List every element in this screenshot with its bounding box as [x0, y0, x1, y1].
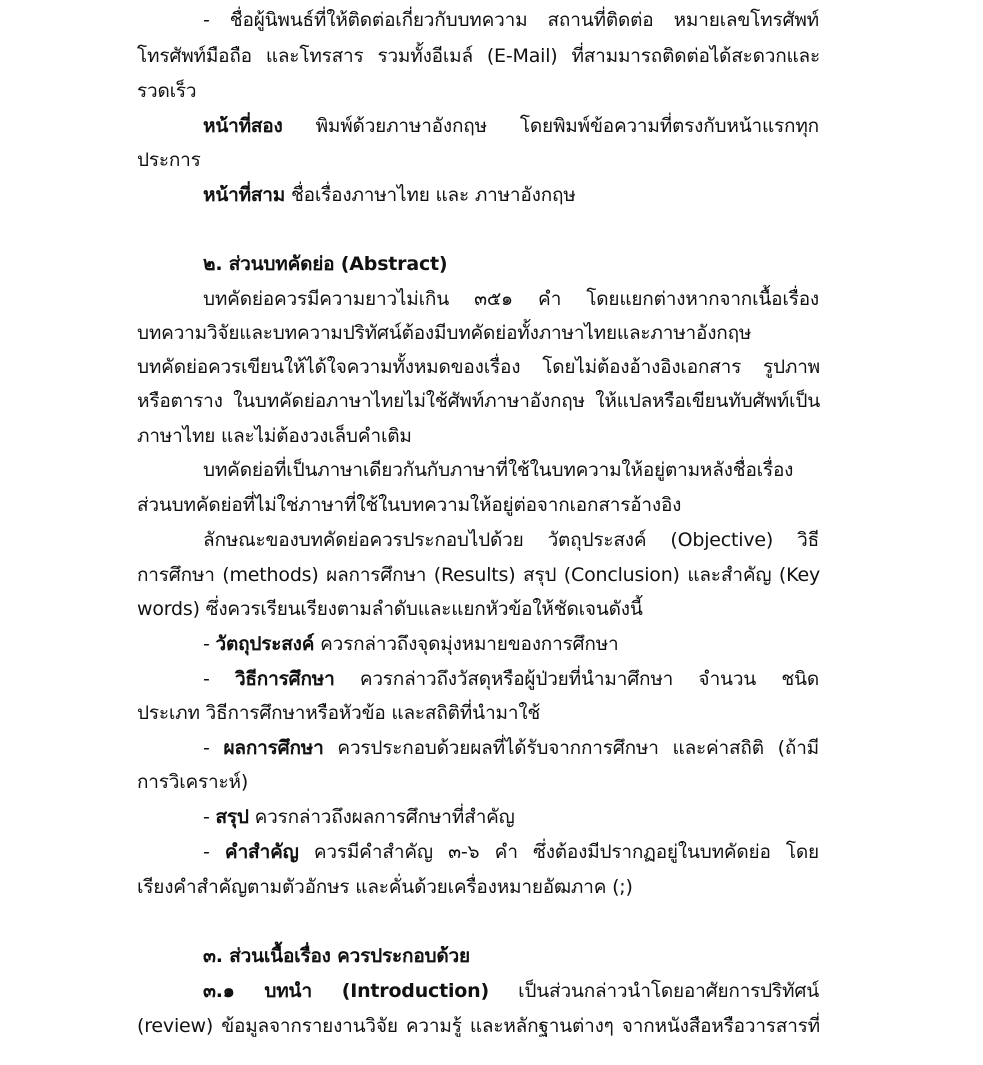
author-contact-line	[137, 79, 196, 103]
author-contact-line	[203, 8, 819, 32]
keywords-continuation: เรียงคำสำคัญตามตัวอักษร และคั่นด้วยเครื่องหมายอัฒภาค (;)	[137, 876, 633, 898]
objective-label: วัตถุประสงค์	[215, 633, 315, 655]
introduction-continuation: (review) ข้อมูลจากรายงานวิจัย ความรู้ และหลักฐานต่างๆ จากหนังสือหรือวารสารที่	[137, 1015, 820, 1037]
abstract-paragraph-line: ลักษณะของบทคัดย่อควรประกอบไปด้วย วัตถุประสงค์ (Objective) วิธี	[203, 529, 819, 551]
page-two-label: หน้าที่สอง	[203, 115, 283, 137]
page-three-text: ชื่อเรื่องภาษาไทย และ ภาษาอังกฤษ	[285, 184, 576, 206]
conclusion-label: สรุป	[215, 806, 249, 828]
abstract-paragraph-line: บทคัดย่อควรมีความยาวไม่เกิน ๓๕๑ คำ โดยแยกต่างหากจากเนื้อเรื่อง	[203, 288, 819, 310]
methods-text: ควรกล่าวถึงวัสดุหรือผู้ป่วยที่นำมาศึกษา จำนวน ชนิด	[334, 668, 819, 690]
abstract-paragraph-line: บทคัดย่อควรเขียนให้ได้ใจความทั้งหมดของเรื่อง โดยไม่ต้องอ้างอิงเอกสาร รูปภาพ	[137, 356, 820, 378]
results-label: ผลการศึกษา	[223, 737, 324, 759]
introduction-line	[203, 979, 819, 1003]
results-continuation: การวิเคราะห์)	[137, 771, 249, 793]
results-text: ควรประกอบด้วยผลที่ได้รับจากการศึกษา และค่าสถิติ (ถ้ามี	[323, 737, 819, 759]
abstract-heading: ๒. ส่วนบทคัดย่อ (Abstract)	[203, 253, 448, 275]
author-contact-text: - ชื่อผู้นิพนธ์ที่ให้ติดต่อเกี่ยวกับบทความ สถานที่ติดต่อ หมายเลขโทรศัพท์	[203, 9, 819, 31]
author-contact-line	[137, 44, 820, 68]
introduction-label: ๓.๑ บทนำ (Introduction)	[203, 980, 489, 1002]
page-three-label: หน้าที่สาม	[203, 184, 286, 206]
methods-label: วิธีการศึกษา	[234, 668, 335, 690]
page-three-line	[203, 183, 576, 207]
author-contact-text: โทรศัพท์มือถือ และโทรสาร รวมทั้งอีเมล์ (E-Mail) ที่สามมารถติดต่อได้สะดวกและ	[137, 45, 820, 67]
objective-text: ควรกล่าวถึงจุดมุ่งหมายของการศึกษา	[314, 633, 619, 655]
keywords-item: - คำสำคัญ ควรมีคำสำคัญ ๓-๖ คำ ซึ่งต้องมีปรากฏอยู่ในบทคัดย่อ โดย	[203, 841, 819, 863]
conclusion-item: - สรุป ควรกล่าวถึงผลการศึกษาที่สำคัญ	[203, 806, 515, 828]
abstract-paragraph-line: การศึกษา (methods) ผลการศึกษา (Results) สรุป (Conclusion) และสำคัญ (Key	[137, 564, 820, 586]
abstract-paragraph-line: หรือตาราง ในบทคัดย่อภาษาไทยไม่ใช้ศัพท์ภาษาอังกฤษ ให้แปลหรือเขียนทับศัพท์เป็น	[137, 390, 820, 412]
methods-item: - วิธีการศึกษา ควรกล่าวถึงวัสดุหรือผู้ป่วยที่นำมาศึกษา จำนวน ชนิด	[203, 668, 819, 690]
results-item: - ผลการศึกษา ควรประกอบด้วยผลที่ได้รับจากการศึกษา และค่าสถิติ (ถ้ามี	[203, 737, 819, 759]
conclusion-text: ควรกล่าวถึงผลการศึกษาที่สำคัญ	[248, 806, 515, 828]
methods-continuation: ประเภท วิธีการศึกษาหรือหัวข้อ และสถิติที่นำมาใช้	[137, 702, 541, 724]
body-section-heading: ๓. ส่วนเนื้อเรื่อง ควรประกอบด้วย	[203, 945, 470, 967]
page-two-continuation	[137, 148, 201, 172]
abstract-paragraph-line: ภาษาไทย และไม่ต้องวงเล็บคำเติม	[137, 425, 412, 447]
abstract-paragraph-line: words) ซึ่งควรเรียนเรียงตามลำดับและแยกหัวข้อให้ชัดเจนดังนี้	[137, 598, 643, 620]
keywords-text: ควรมีคำสำคัญ ๓-๖ คำ ซึ่งต้องมีปรากฏอยู่ในบทคัดย่อ โดย	[298, 841, 819, 863]
page-two-line	[203, 114, 819, 138]
keywords-label: คำสำคัญ	[224, 841, 299, 863]
page-two-cont-text: ประการ	[137, 149, 201, 171]
introduction-text: เป็นส่วนกล่าวนำโดยอาศัยการปริทัศน์	[488, 980, 820, 1002]
abstract-paragraph-line: บทความวิจัยและบทความปริทัศน์ต้องมีบทคัดย่อทั้งภาษาไทยและภาษาอังกฤษ	[137, 322, 752, 344]
objective-item: - วัตถุประสงค์ ควรกล่าวถึงจุดมุ่งหมายของการศึกษา	[203, 633, 619, 655]
author-contact-text: รวดเร็ว	[137, 80, 197, 102]
abstract-paragraph-line: ส่วนบทคัดย่อที่ไม่ใช่ภาษาที่ใช้ในบทความให้อยู่ต่อจากเอกสารอ้างอิง	[137, 494, 682, 516]
abstract-paragraph-line: บทคัดย่อที่เป็นภาษาเดียวกันกับภาษาที่ใช้ในบทความให้อยู่ตามหลังชื่อเรื่อง	[203, 459, 794, 481]
page-two-text: พิมพ์ด้วยภาษาอังกฤษ โดยพิมพ์ข้อความที่ตรงกับหน้าแรกทุก	[282, 115, 819, 137]
